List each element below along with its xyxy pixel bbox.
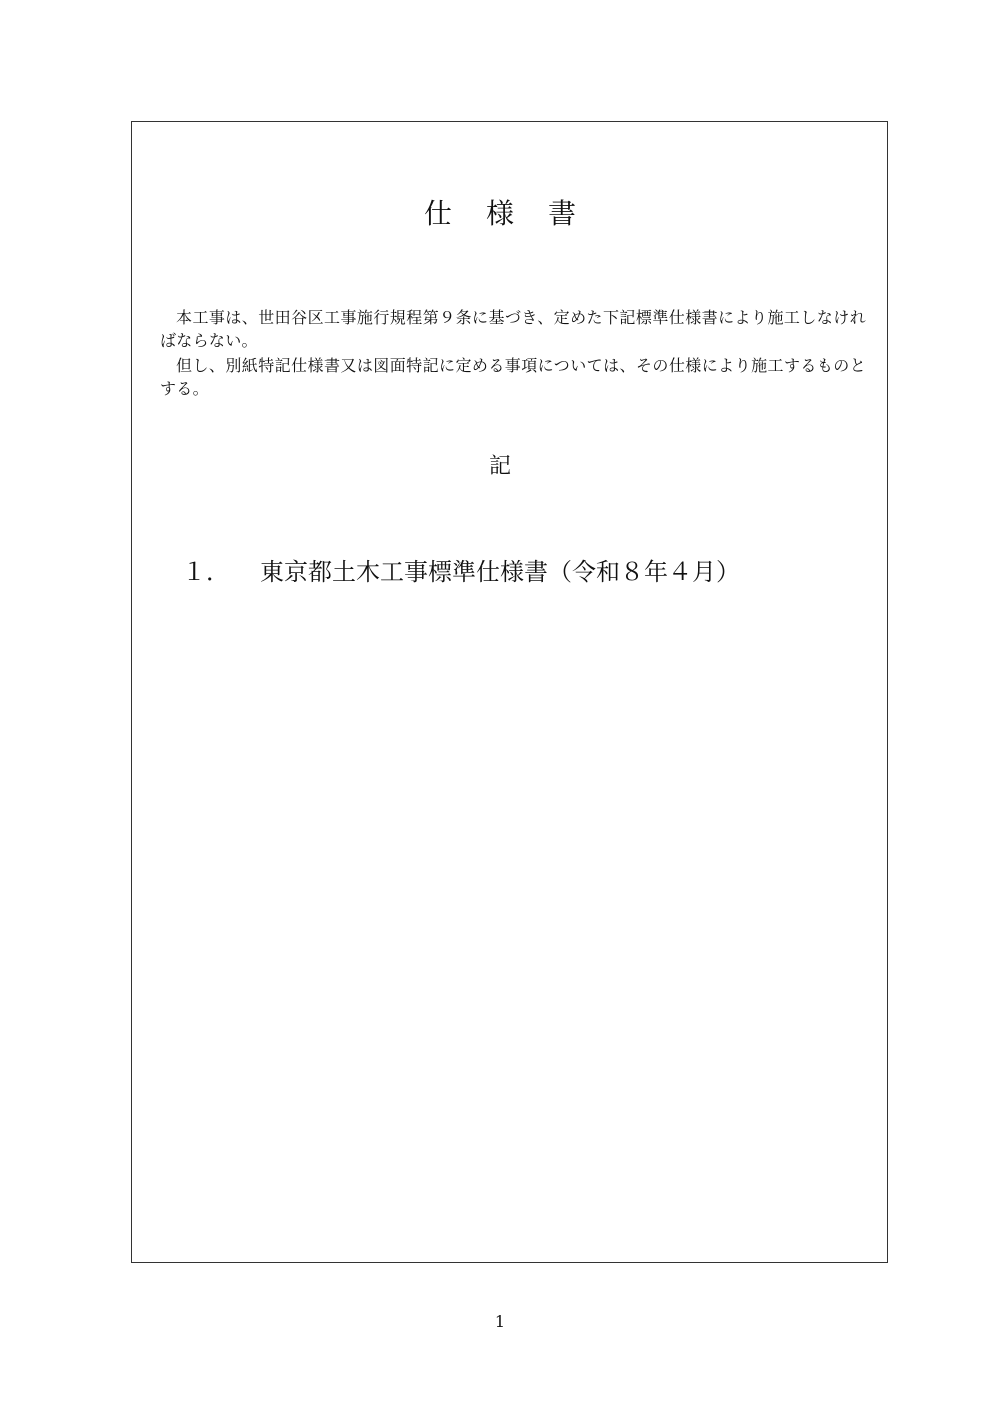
- title-char: 書: [548, 197, 577, 230]
- title-char: 様: [485, 197, 514, 230]
- spec-item-number: １．: [182, 558, 230, 586]
- intro-text: 但し、別紙特記仕様書又は図面特記に定める事項については、その仕様により施工するものとする。: [160, 356, 866, 398]
- intro-paragraph-1: [160, 306, 866, 352]
- spec-item-text: 東京都土木工事標準仕様書（令和８年４月）: [260, 558, 740, 586]
- spec-list-item: [182, 556, 740, 588]
- ki-heading: 記: [488, 454, 511, 479]
- intro-paragraph-2: [160, 354, 866, 400]
- intro-text: 本工事は、世田谷区工事施行規程第９条に基づき、定めた下記標準仕様書により施工しなければならない。: [160, 308, 866, 350]
- document-title: [0, 196, 1000, 232]
- document-border-frame: [131, 121, 888, 1263]
- title-char: 仕: [423, 197, 452, 230]
- page-number: 1: [494, 1312, 506, 1331]
